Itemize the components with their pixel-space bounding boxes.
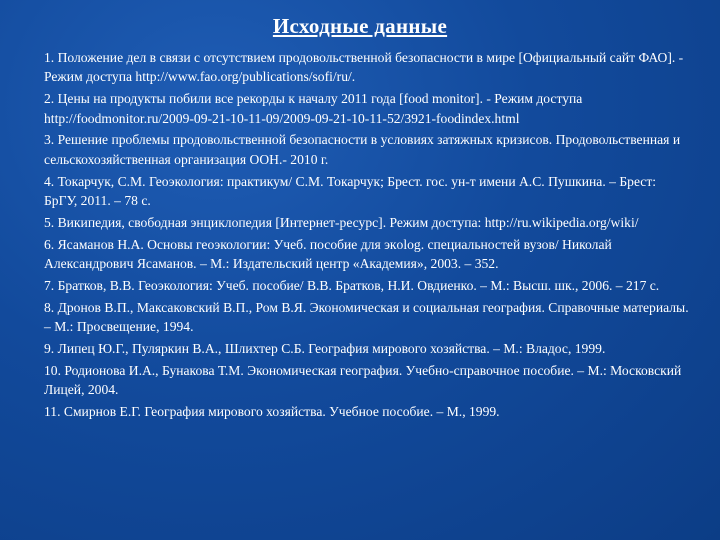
reference-item: 11. Смирнов Е.Г. География мирового хозяйства. Учебное пособие. – М., 1999. (44, 403, 500, 419)
reference-item: 6. Ясаманов Н.А. Основы геоэкологии: Учеб. пособие для экolog. специальностей вузов/ Николай Александрович Ясаманов. – М.: Издательский центр «Академия», 2003. – 352. (44, 236, 612, 272)
reference-item: 2. Цены на продукты побили все рекорды к началу 2011 года [food monitor]. - Режим доступа http://foodmonitor.ru/2009-09-21-10-11-09/2009-09-21-10-11-52/3921-foodindex.html (44, 91, 583, 126)
reference-item: 3. Решение проблемы продовольственной безопасности в условиях затяжных кризисов. Продовольственная и сельскохозяйственная организация ООН.- 2010 г. (44, 132, 681, 167)
reference-item: 7. Братков, В.В. Геоэкология: Учеб. пособие/ В.В. Братков, Н.И. Овдиенко. – М.: Высш. шк., 2006. – 217 с. (44, 277, 660, 293)
reference-item: 9. Липец Ю.Г., Пуляркин В.А., Шлихтер С.Б. География мирового хозяйства. – М.: Владос, 1999. (44, 340, 606, 356)
reference-item: 5. Википедия, свободная энциклопедия [Интернет-ресурс]. Режим доступа: http://ru.wikipedia.org/wiki/ (44, 214, 639, 230)
reference-list (44, 48, 692, 424)
reference-item: 8. Дронов В.П., Максаковский В.П., Ром В.Я. Экономическая и социальная география. Справочные материалы. – М.: Просвещение, 1994. (44, 299, 689, 335)
slide-title: Исходные данные (272, 14, 448, 38)
reference-item: 1. Положение дел в связи с отсутствием продовольственной безопасности в мире [Официальный сайт ФАО]. - Режим доступа http://www.fao.org/publications/sofi/ru/. (44, 50, 684, 85)
reference-item: 4. Токарчук, С.М. Геоэкология: практикум/ С.М. Токарчук; Брест. гос. ун-т имени А.С. Пушкина. – Брест: БрГУ, 2011. – 78 с. (44, 173, 657, 209)
reference-item: 10. Родионова И.А., Бунакова Т.М. Экономическая география. Учебно-справочное пособие. – М.: Московский Лицей, 2004. (44, 362, 682, 398)
